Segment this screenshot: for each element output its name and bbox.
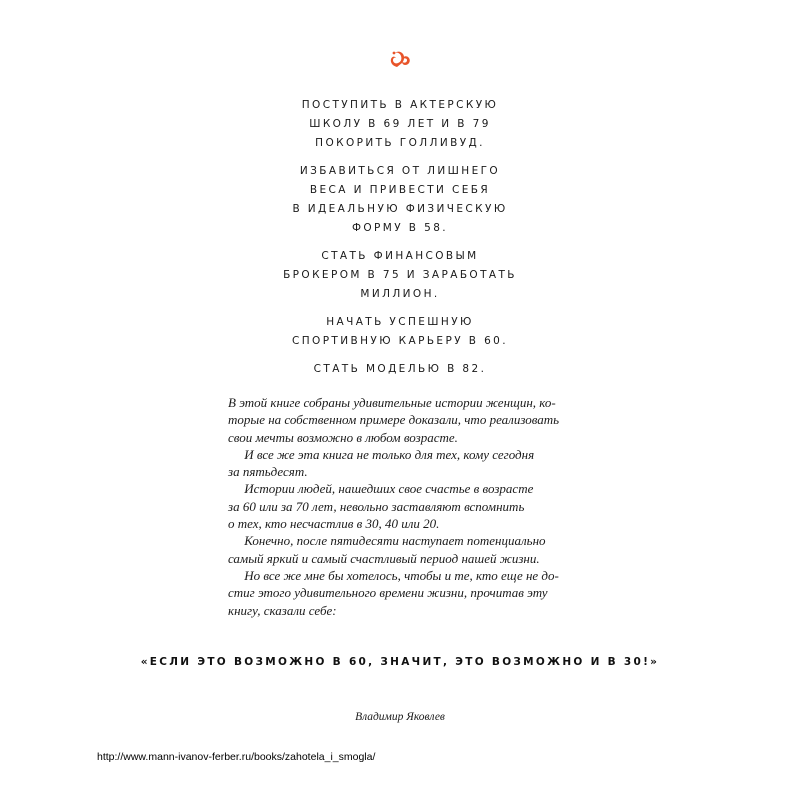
footer-url[interactable]: http://www.mann-ivanov-ferber.ru/books/zahotela_i_smogla/ (97, 751, 376, 763)
intro-paragraph: В этой книге собраны удивительные истории женщин, ко- торые на собственном примере доказали, что реализовать свои мечты возможно в любом возрасте. (228, 395, 560, 445)
intro-paragraph: Но все же мне бы хотелось, чтобы и те, кто еще не до- стиг этого удивительного времени жизни, прочитав эту книгу, сказали себе: (228, 567, 559, 618)
goal-item: ИЗБАВИТЬСЯ ОТ ЛИШНЕГО ВЕСА И ПРИВЕСТИ СЕБЯ В ИДЕАЛЬНУЮ ФИЗИЧЕСКУЮ ФОРМУ В 58. (292, 165, 508, 234)
fleuron-icon (388, 50, 412, 68)
intro-paragraph: И все же эта книга не только для тех, кому сегодня за пятьдесят. (228, 446, 535, 480)
intro-paragraph: Истории людей, нашедших свое счастье в возрасте за 60 или за 70 лет, невольно заставляют вспомнить о тех, кто несчастлив в 30, 40 или 20. (228, 481, 534, 532)
intro-paragraph: Конечно, после пятидесяти наступает потенциально самый яркий и самый счастливый период нашей жизни. (228, 533, 546, 566)
goals-list (200, 96, 600, 388)
goal-item: ПОСТУПИТЬ В АКТЕРСКУЮ ШКОЛУ В 69 ЛЕТ И В 79 ПОКОРИТЬ ГОЛЛИВУД. (301, 99, 499, 149)
goal-item: СТАТЬ ФИНАНСОВЫМ БРОКЕРОМ В 75 И ЗАРАБОТАТЬ МИЛЛИОН. (283, 250, 517, 300)
quote: «ЕСЛИ ЭТО ВОЗМОЖНО В 60, ЗНАЧИТ, ЭТО ВОЗМОЖНО И В 30!» (140, 656, 660, 668)
intro-text (228, 394, 588, 619)
goal-item: СТАТЬ МОДЕЛЬЮ В 82. (313, 363, 487, 375)
goal-item: НАЧАТЬ УСПЕШНУЮ СПОРТИВНУЮ КАРЬЕРУ В 60. (292, 316, 508, 347)
author-signature: Владимир Яковлев (355, 711, 445, 723)
